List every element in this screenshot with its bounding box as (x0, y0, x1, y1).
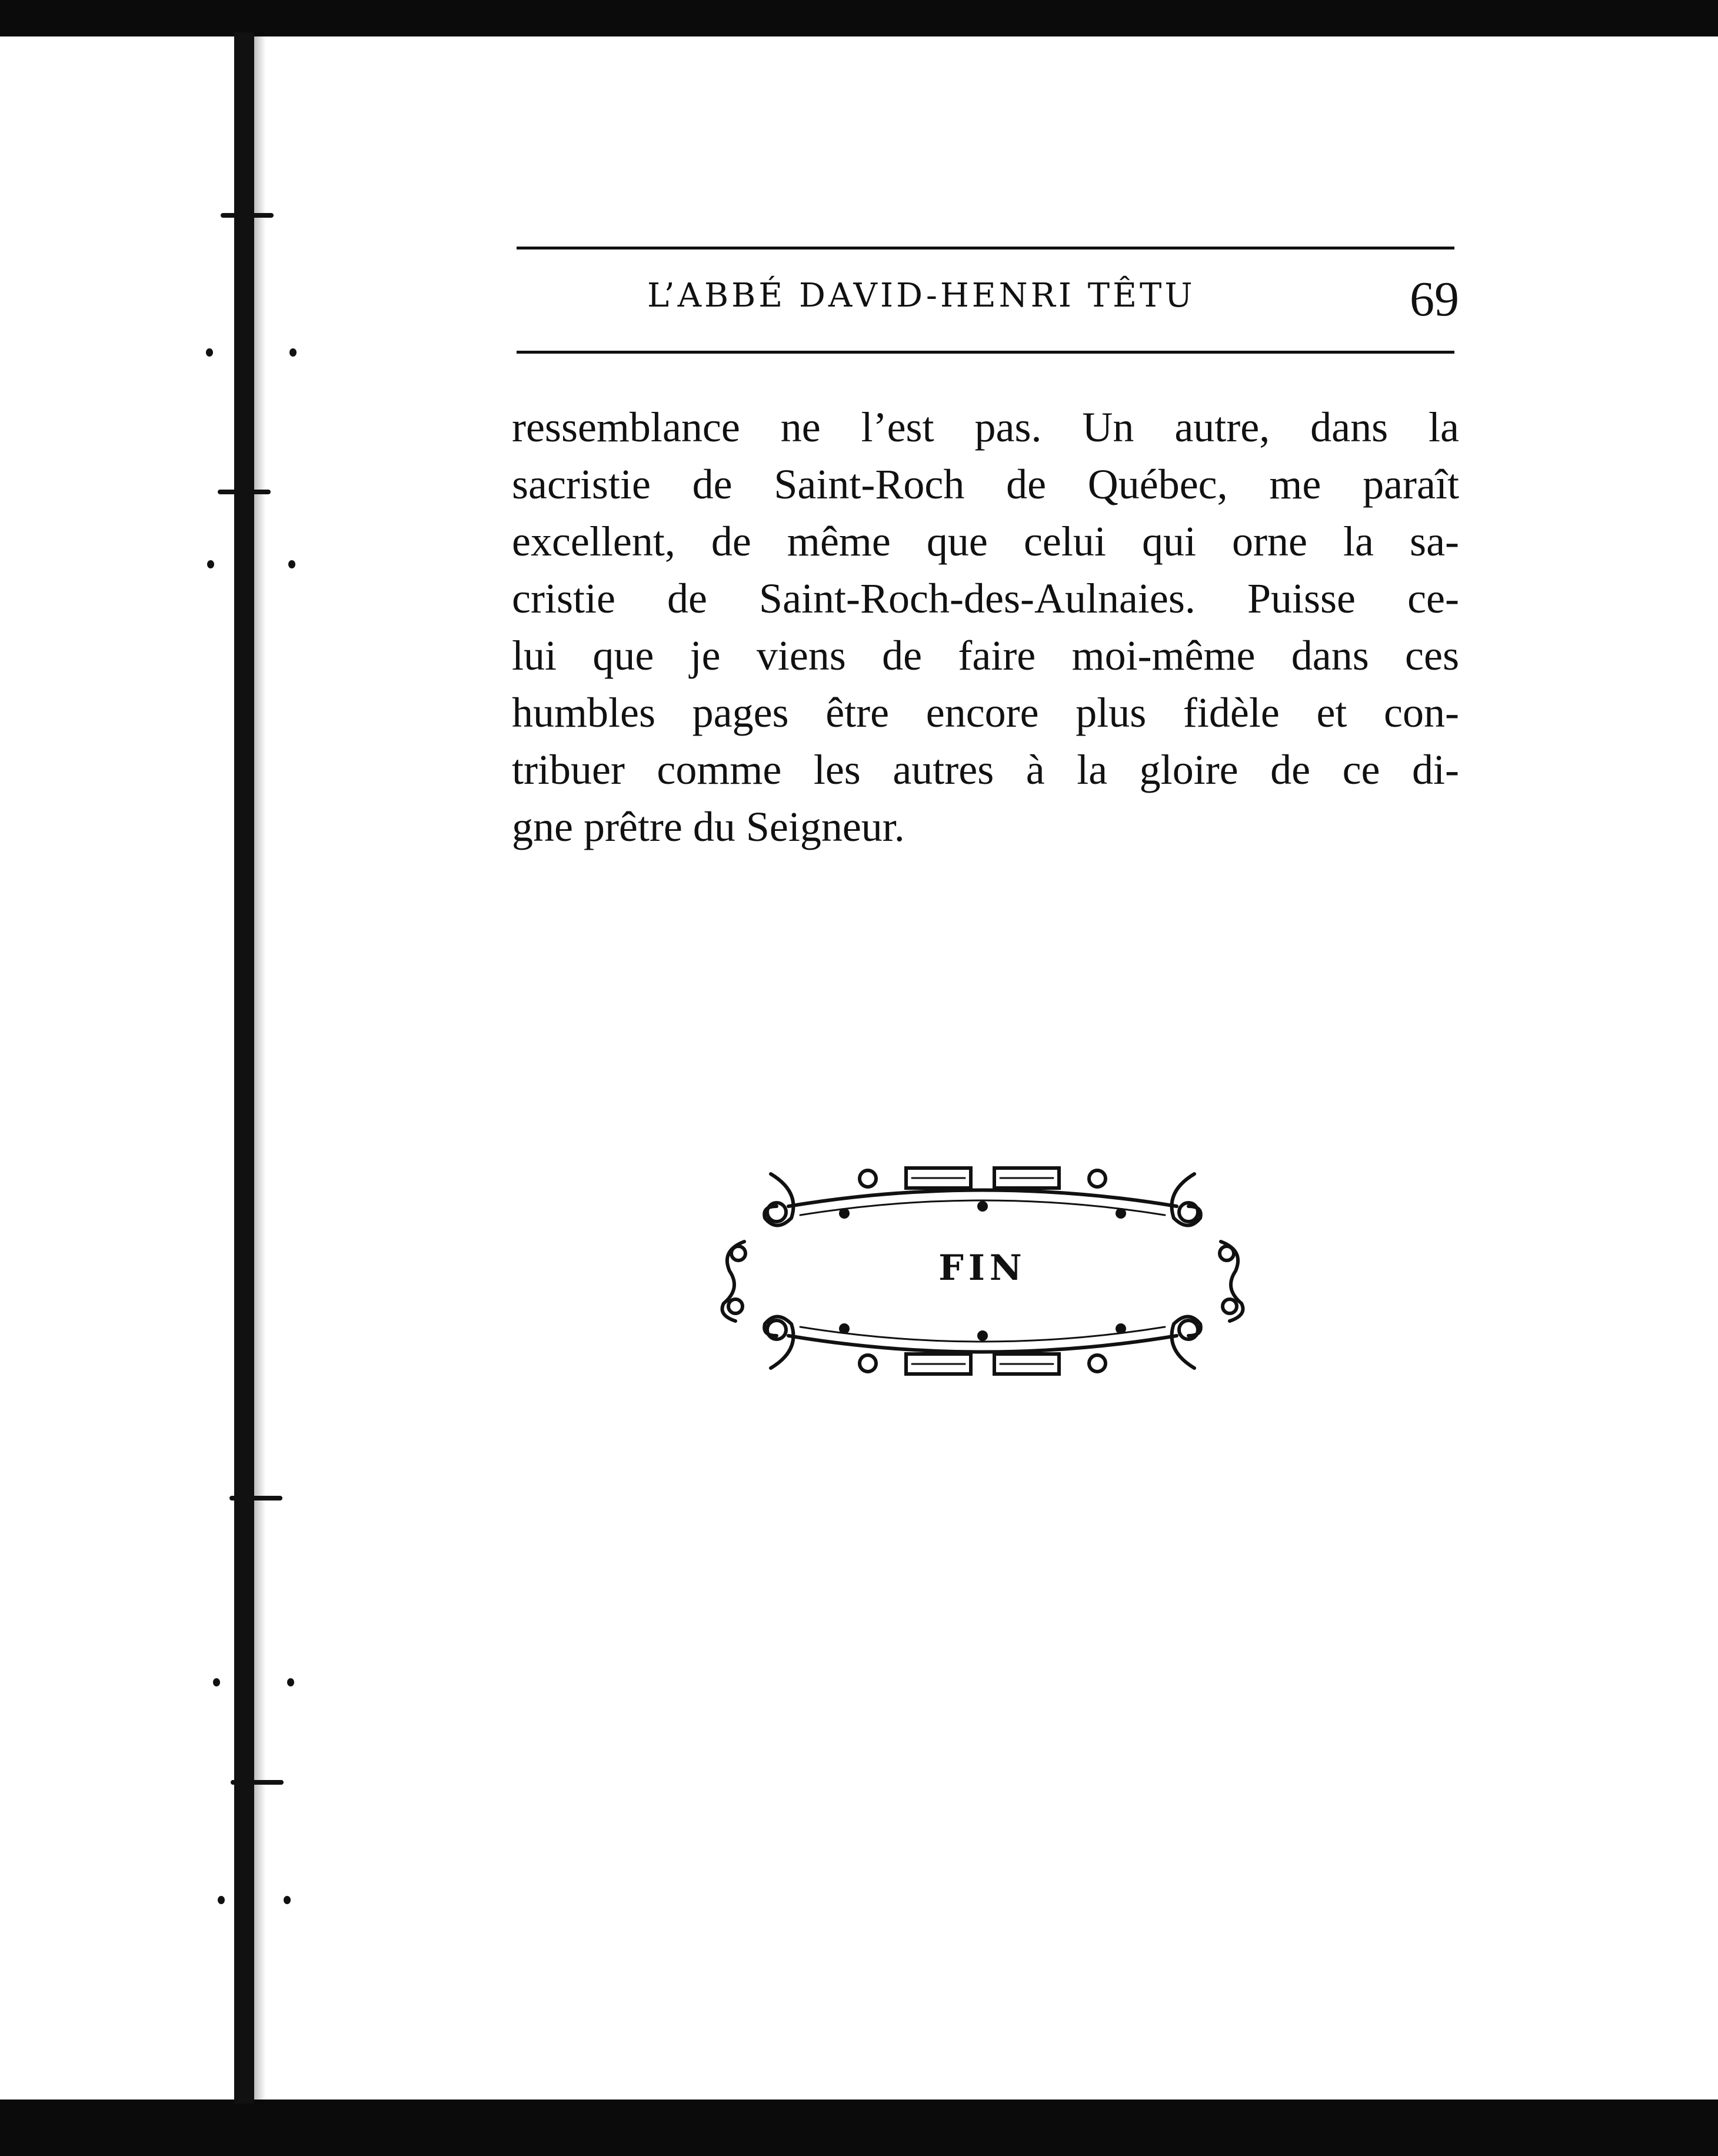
running-head: L’ABBÉ DAVID-HENRI TÊTU (647, 277, 1196, 315)
binding-hole (284, 1896, 291, 1904)
text-line: lui que je viens de faire moi-même dans ces (512, 632, 1459, 679)
text-line: tribuer comme les autres à la gloire de ce di- (512, 746, 1459, 793)
binding-stitch (229, 1496, 282, 1500)
binding-hole (287, 1678, 294, 1686)
binding-hole (207, 560, 214, 568)
binding-hole (218, 1896, 225, 1904)
body-paragraph (512, 399, 1459, 856)
binding-stitch (221, 213, 274, 218)
text-line: sacristie de Saint-Roch de Québec, me paraît (512, 461, 1459, 508)
header-rule-bottom (517, 351, 1454, 354)
text-line: cristie de Saint-Roch-des-Aulnaies. Puisse ce- (512, 575, 1459, 622)
binding-spine (234, 32, 254, 2104)
text-line: humbles pages être encore plus fidèle et con- (512, 689, 1459, 736)
text-line: ressemblance ne l’est pas. Un autre, dans la (512, 404, 1459, 451)
fin-label: FIN (938, 1247, 1027, 1289)
binding-hole (213, 1678, 220, 1686)
binding-hole (206, 348, 213, 357)
binding-shadow (254, 32, 266, 2104)
binding-hole (288, 560, 295, 568)
text-line: gne prêtre du Seigneur. (512, 803, 905, 850)
page-number: 69 (1410, 272, 1459, 327)
binding-stitch (218, 490, 271, 494)
header-rule-top (517, 247, 1454, 249)
binding-hole (289, 348, 297, 357)
scan-bottom-edge (0, 2100, 1718, 2156)
scan-top-edge (0, 0, 1718, 36)
binding-stitch (231, 1780, 284, 1785)
text-line: excellent, de même que celui qui orne la sa- (512, 518, 1459, 565)
